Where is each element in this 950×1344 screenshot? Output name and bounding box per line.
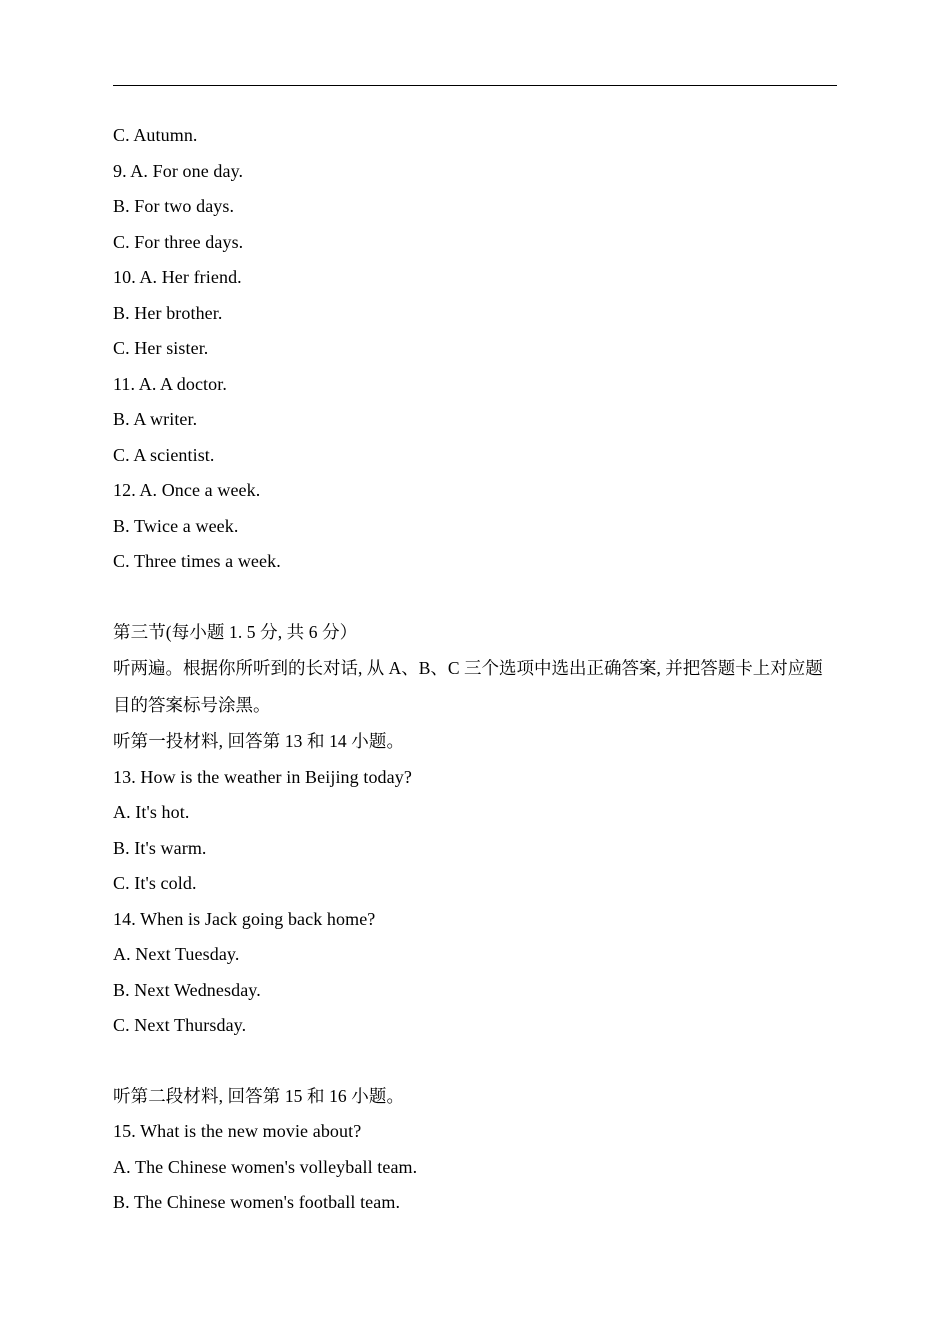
option-text: B. Next Wednesday. <box>113 979 261 1000</box>
header-rule <box>113 85 837 86</box>
question-text: 9. A. For one day. <box>113 160 244 181</box>
option-text: C. Autumn. <box>113 125 198 145</box>
option-text: B. A writer. <box>113 409 198 429</box>
spacer <box>113 1044 837 1079</box>
passage-2 <box>113 1079 837 1221</box>
options-block-8-12 <box>113 118 837 580</box>
page-content <box>113 118 837 1221</box>
spacer <box>113 580 837 615</box>
question-text: 11. A. A doctor. <box>113 373 227 394</box>
option-text: C. Three times a week. <box>113 551 281 571</box>
option-text: B. Twice a week. <box>113 515 239 536</box>
option-text: A. The Chinese women's volleyball team. <box>113 1156 418 1177</box>
question-text: 13. How is the weather in Beijing today? <box>113 766 412 787</box>
section-heading: 第三节(每小题 1. 5 分, 共 6 分） <box>113 621 358 642</box>
passage-intro: 听第二段材料, 回答第 15 和 16 小题。 <box>113 1085 405 1106</box>
option-text: B. For two days. <box>113 196 235 216</box>
passage-intro: 听第一投材料, 回答第 13 和 14 小题。 <box>113 731 405 751</box>
question-text: 15. What is the new movie about? <box>113 1121 362 1141</box>
option-text: A. It's hot. <box>113 802 190 822</box>
section-instruction: 听两遍。根据你所听到的长对话, 从 A、B、C 三个选项中选出正确答案, 并把答题卡上对应题目的答案标号涂黑。 <box>113 658 823 715</box>
option-text: A. Next Tuesday. <box>113 944 240 964</box>
option-text: C. It's cold. <box>113 873 197 893</box>
option-text: C. Next Thursday. <box>113 1015 247 1035</box>
option-text: C. Her sister. <box>113 338 209 358</box>
question-text: 14. When is Jack going back home? <box>113 908 376 929</box>
option-text: B. Her brother. <box>113 302 223 323</box>
option-text: B. It's warm. <box>113 837 207 858</box>
question-text: 12. A. Once a week. <box>113 480 261 500</box>
section-3 <box>113 615 837 1044</box>
option-text: C. For three days. <box>113 231 244 252</box>
option-text: C. A scientist. <box>113 444 215 465</box>
option-text: B. The Chinese women's football team. <box>113 1192 401 1212</box>
question-text: 10. A. Her friend. <box>113 267 242 287</box>
